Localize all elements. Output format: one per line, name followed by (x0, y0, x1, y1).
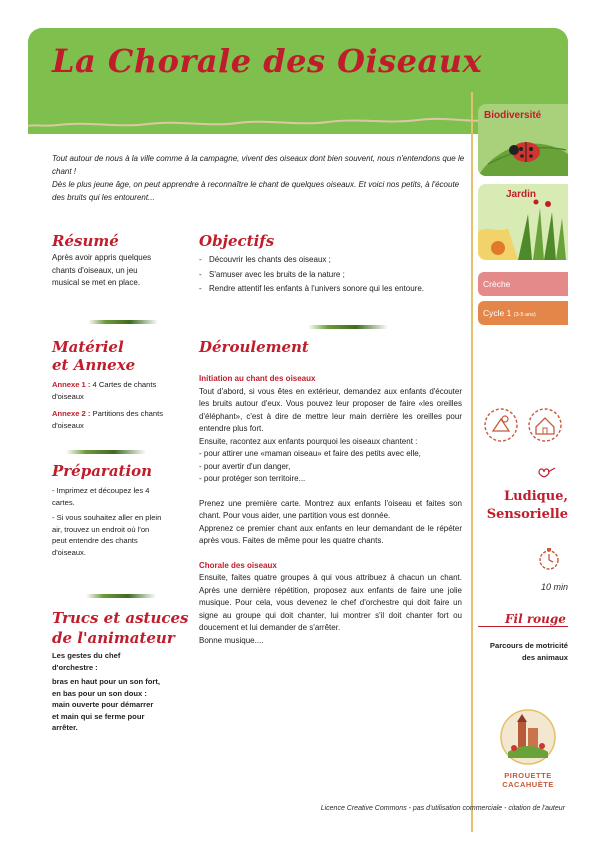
resume-text: Après avoir appris quelques chants d'oiseaux, un jeu musical se met en place. (52, 253, 152, 287)
deroulement-heading: Déroulement (199, 338, 309, 356)
vertical-divider (471, 92, 473, 832)
activity-type (487, 488, 568, 524)
deroulement-bullet: - pour attirer une «maman oiseau» et faire des petits avec elle, (199, 449, 421, 458)
annexe-1 (52, 379, 166, 402)
objectifs-heading: Objectifs (199, 232, 275, 250)
creche-tag: Crèche (478, 272, 568, 296)
preparation-item: - Si vous souhaitez aller en plein air, trouvez un endroit où l'on peut entendre des chants d'oiseaux. (52, 513, 162, 557)
deroulement-subheading-2: Chorale des oiseaux (199, 560, 277, 570)
activity-icons (481, 405, 571, 447)
deroulement-paragraph: Ensuite, faites quatre groupes à qui vous attribuez à chacun un chant. Après une dernière répétition, proposez aux enfants de faire une jolie musique. Pour cela, vous devenez le chef d'orchestre qui doit faire un signe au groupe qui doit chanter, lui montrer s'il doit chanter fort ou doucement et lui demander de s'arrêter. (199, 573, 462, 632)
clock-icon (538, 547, 560, 571)
trucs-heading (52, 608, 189, 648)
cycle-tag-age: (3-5 ans) (513, 312, 536, 318)
annexe-list (52, 379, 166, 431)
heart-arrow-icon (537, 466, 557, 478)
fil-rouge-text: Parcours de motricité des animaux (489, 641, 568, 662)
deroulement-paragraph: Bonne musique.... (199, 635, 264, 645)
intro-text (52, 152, 472, 204)
annexe-2-text: Partitions des chants d'oiseaux (52, 409, 164, 430)
objectif-item: - S'amuser avec les bruits de la nature ; (199, 269, 462, 282)
deroulement-body (199, 373, 462, 647)
outdoor-icon (485, 409, 517, 441)
brush-divider (66, 450, 146, 454)
logo-line1: PIROUETTE (504, 771, 552, 780)
biodiversite-label: Biodiversité (484, 110, 542, 121)
activity-type-line1: Ludique, (504, 489, 568, 504)
trucs-heading-line2: de l'animateur (52, 629, 175, 647)
cycle-tag-label: Cycle 1 (483, 308, 512, 318)
annexe-2-label: Annexe 2 : (52, 409, 91, 418)
resume-heading: Résumé (52, 232, 119, 250)
preparation-list (52, 485, 162, 558)
jardin-card (478, 184, 568, 260)
preparation-item: - Imprimez et découpez les 4 cartes. (52, 486, 150, 507)
cycle-tag (478, 301, 568, 325)
page-title: La Chorale des Oiseaux (52, 42, 483, 80)
trucs-text: bras en haut pour un son fort, en bas pour un son doux : main ouverte pour démarrer et main qui se ferme pour arrêter. (52, 677, 160, 732)
intro-line-2: Dès le plus jeune âge, on peut apprendre à reconnaître le chant de quelques oiseaux. Et voici nos petits, à l'écoute des bruits qui les entourent... (52, 180, 460, 202)
brush-divider (86, 594, 156, 598)
indoor-icon (529, 409, 561, 441)
preparation-heading: Préparation (52, 462, 153, 480)
materiel-heading (52, 338, 135, 374)
objectif-item: - Rendre attentif les enfants à l'univers sonore qui les entoure. (199, 283, 462, 296)
trucs-heading-line1: Trucs et astuces (52, 609, 189, 627)
deroulement-subheading-1: Initiation au chant des oiseaux (199, 374, 316, 383)
annexe-1-text: 4 Cartes de chants d'oiseaux (52, 380, 157, 401)
license-footer: Licence Creative Commons - pas d'utilisation commerciale - citation de l'auteur (320, 805, 565, 812)
annexe-1-label: Annexe 1 : (52, 380, 91, 389)
intro-line-1: Tout autour de nous à la ville comme à la campagne, vivent des oiseaux dont bien souvent, nous n'entendons que le chant ! (52, 154, 465, 176)
activity-type-line2: Sensorielle (486, 507, 568, 522)
biodiversite-card (478, 104, 568, 176)
materiel-heading-line2: et Annexe (52, 356, 136, 374)
fil-rouge-line (478, 626, 568, 627)
duration: 10 min (540, 582, 568, 592)
jardin-label: Jardin (506, 189, 537, 200)
trucs-lead: Les gestes du chef d'orchestre : (52, 651, 121, 672)
objectifs-list (199, 254, 462, 298)
brush-divider (308, 325, 388, 329)
pirouette-cacahuete-logo (500, 708, 556, 766)
deroulement-bullet: - pour protéger son territoire... (199, 474, 306, 483)
logo-text (494, 771, 562, 789)
deroulement-paragraph: Apprenez ce premier chant aux enfants en leur demandant de le répéter après vous. Faites de même pour les quatre chants. (199, 523, 462, 545)
deroulement-paragraph: Ensuite, racontez aux enfants pourquoi les oiseaux chantent : (199, 436, 418, 446)
deroulement-paragraph: Tout d'abord, si vous êtes en extérieur, demandez aux enfants d'écouter les bruits autour d'eux. Vous pouvez leur proposer de faire «les oreilles d'éléphant», c'est à dire de mettre leur main derrière les oreilles pour entendre plus fort. (199, 386, 462, 433)
deroulement-bullet: - pour avertir d'un danger, (199, 461, 291, 471)
deroulement-paragraph: Prenez une première carte. Montrez aux enfants l'oiseau et faites son chant. Pour vous aider, une partition vous est donnée. (199, 498, 462, 520)
annexe-2 (52, 408, 166, 431)
objectif-item: - Découvrir les chants des oiseaux ; (199, 254, 462, 267)
materiel-heading-line1: Matériel (52, 338, 124, 356)
brush-divider (88, 320, 158, 324)
logo-line2: CACAHUÈTE (502, 780, 554, 789)
fil-rouge-heading: Fil rouge (502, 612, 569, 626)
